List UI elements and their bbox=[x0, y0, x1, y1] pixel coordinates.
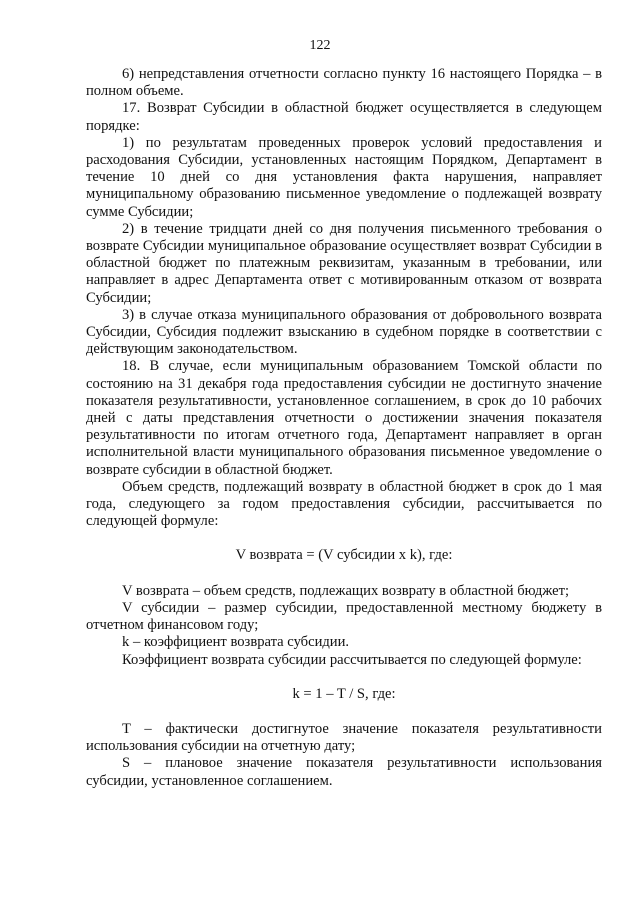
definition-k: k – коэффициент возврата субсидии. bbox=[122, 634, 350, 651]
paragraph-item-1: 1) по результатам проведенных проверок условий предоставления и расходования Субсидии, установленных настоящим Порядком, Департамент в течение 10 дней со дня установления факта нарушения, направляет муниципальному образованию письменное уведомление о подлежащей возврату сумме Субсидии; bbox=[86, 134, 602, 220]
definition-s: S – плановое значение показателя результативности использования субсидии, установленное соглашением. bbox=[86, 755, 602, 789]
paragraph-item-2: 2) в течение тридцати дней со дня получения письменного требования о возврате Субсидии муниципальное образование осуществляет возврат Субсидии в областной бюджет по платежным реквизитам, указанным в требовании, или направляет в адрес Департамента ответ с мотивированным отказом от возврата Субсидии; bbox=[86, 220, 602, 306]
document-body bbox=[86, 66, 602, 790]
paragraph-item-3: 3) в случае отказа муниципального образования от добровольного возврата Субсидии, Субсидия подлежит взысканию в судебном порядке в соответствии с действующим законодательством. bbox=[86, 306, 602, 358]
definition-t: T – фактически достигнутое значение показателя результативности использования субсидии на отчетную дату; bbox=[86, 720, 602, 755]
formula-return-volume: V возврата = (V субсидии x k), где: bbox=[235, 547, 453, 564]
paragraph-volume-intro: Объем средств, подлежащий возврату в областной бюджет в срок до 1 мая года, следующего за годом предоставления субсидии, рассчитывается по следующей формуле: bbox=[86, 478, 602, 530]
paragraph-section-18: 18. В случае, если муниципальным образованием Томской области по состоянию на 31 декабря года предоставления субсидии не достигнуто значение показателя результативности, установленное соглашением, в срок до 10 рабочих дней с даты представления отчетности о достижении значения показателя результативности по итогам отчетного года, Департамент направляет в орган исполнительной власти муниципального образования письменное уведомление о возврате субсидии в областной бюджет. bbox=[86, 358, 602, 478]
page-number: 122 bbox=[309, 38, 331, 53]
paragraph-item-6: 6) непредставления отчетности согласно пункту 16 настоящего Порядка – в полном объеме. bbox=[86, 66, 602, 100]
definition-v-subsidy: V субсидии – размер субсидии, предоставленной местному бюджету в отчетном финансовом году; bbox=[86, 599, 602, 634]
formula-coefficient: k = 1 – T / S, где: bbox=[292, 685, 396, 702]
paragraph-section-17: 17. Возврат Субсидии в областной бюджет осуществляется в следующем порядке: bbox=[86, 100, 602, 134]
definition-v-return: V возврата – объем средств, подлежащих возврату в областной бюджет; bbox=[122, 582, 570, 599]
paragraph-coefficient-intro: Коэффициент возврата субсидии рассчитывается по следующей формуле: bbox=[122, 651, 582, 668]
